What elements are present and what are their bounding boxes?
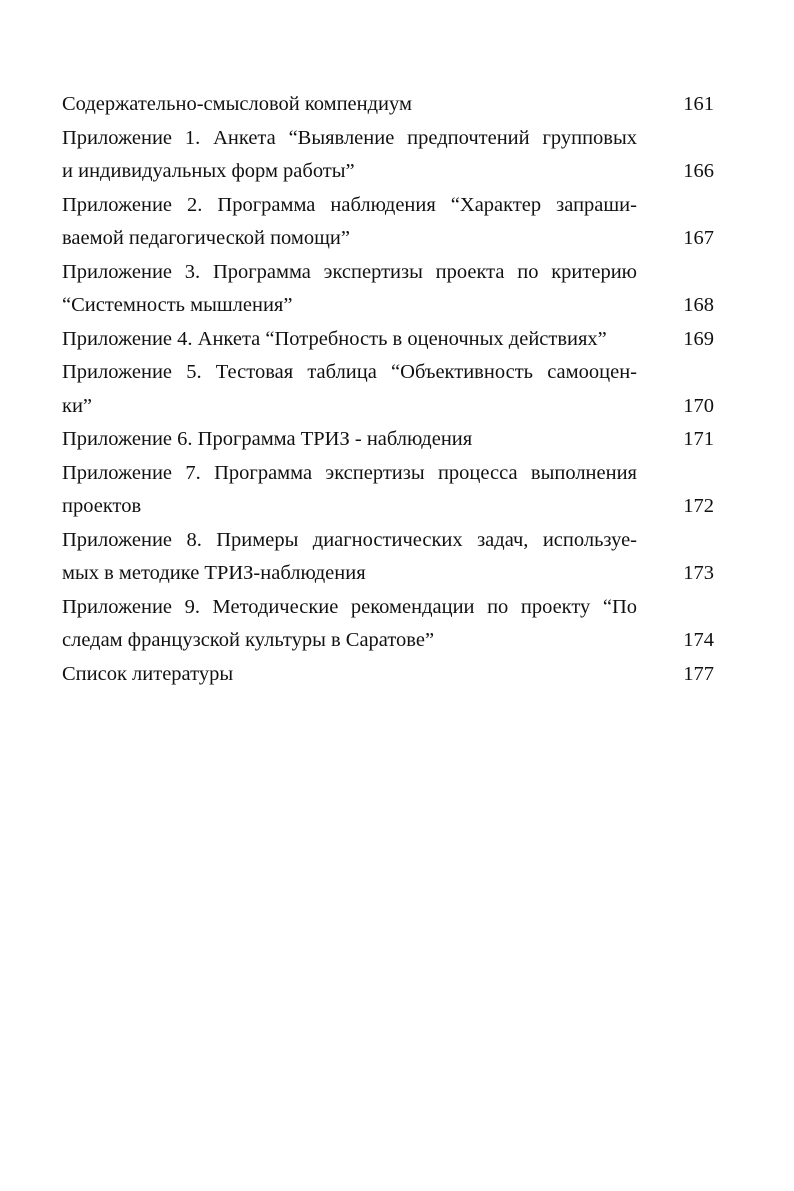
toc-entry-title [62, 356, 637, 423]
toc-entry [62, 88, 714, 122]
toc-entry-line: Приложение 4. Анкета “Потребность в оценочных действиях” [62, 327, 607, 350]
toc-entry-page: 172 [683, 495, 714, 517]
toc-entry-line: следам французской культуры в Саратове” [62, 629, 435, 651]
toc-entry-page: 161 [683, 93, 714, 115]
toc-entry [62, 658, 714, 692]
toc-entry-page: 166 [683, 160, 714, 182]
toc-entry-title [62, 256, 637, 323]
toc-entry-page: 173 [683, 562, 714, 584]
toc-entry-title [62, 457, 637, 524]
toc-entry [62, 423, 714, 457]
toc-entry-page: 174 [683, 629, 714, 651]
toc-entry-page: 167 [683, 227, 714, 249]
toc-entry-line: Приложение 7. Программа экспертизы процесса выполнения [62, 461, 637, 484]
toc-entry-page: 170 [683, 394, 714, 417]
toc-entry-title [62, 524, 637, 591]
toc-entry [62, 122, 714, 189]
toc-entry-line: Приложение 5. Тестовая таблица “Объективность самооцен- [62, 361, 637, 383]
toc-entry-title [62, 88, 637, 122]
toc-entry-line: Приложение 3. Программа экспертизы проекта по критерию [62, 260, 637, 283]
toc-entry-line: ваемой педагогической помощи” [62, 227, 350, 249]
toc-entry-line: и индивидуальных форм работы” [62, 160, 355, 182]
toc-entry-line: Приложение 6. Программа ТРИЗ - наблюдения [62, 428, 473, 450]
toc-entry-line: Список литературы [62, 662, 234, 685]
toc-entry-title [62, 189, 637, 256]
toc-entry [62, 256, 714, 323]
toc-entry-page: 171 [683, 428, 714, 450]
toc-entry-line: Приложение 8. Примеры диагностических задач, используе- [62, 528, 637, 551]
toc-entry [62, 524, 714, 591]
toc-entry [62, 457, 714, 524]
toc-entry-title [62, 323, 637, 357]
toc-entry-page: 168 [683, 294, 714, 316]
toc-entry-line: ки” [62, 394, 93, 417]
toc-entry-page: 177 [683, 662, 714, 685]
toc-entry-line: Приложение 2. Программа наблюдения “Характер запраши- [62, 193, 637, 216]
table-of-contents [62, 88, 714, 691]
toc-entry [62, 356, 714, 423]
toc-entry-page: 169 [683, 327, 714, 350]
toc-entry [62, 591, 714, 658]
toc-entry-line: Приложение 9. Методические рекомендации по проекту “По [62, 595, 637, 618]
toc-entry-line: мых в методике ТРИЗ-наблюдения [62, 562, 366, 584]
toc-entry-line: Приложение 1. Анкета “Выявление предпочтений групповых [62, 126, 637, 149]
toc-entry-line: Содержательно-смысловой компендиум [62, 93, 412, 115]
toc-entry-line: проектов [62, 495, 142, 517]
toc-entry [62, 323, 714, 357]
toc-entry-title [62, 591, 637, 658]
toc-entry [62, 189, 714, 256]
toc-entry-title [62, 423, 637, 457]
toc-entry-line: “Системность мышления” [62, 294, 293, 316]
toc-entry-title [62, 658, 637, 692]
toc-entry-title [62, 122, 637, 189]
